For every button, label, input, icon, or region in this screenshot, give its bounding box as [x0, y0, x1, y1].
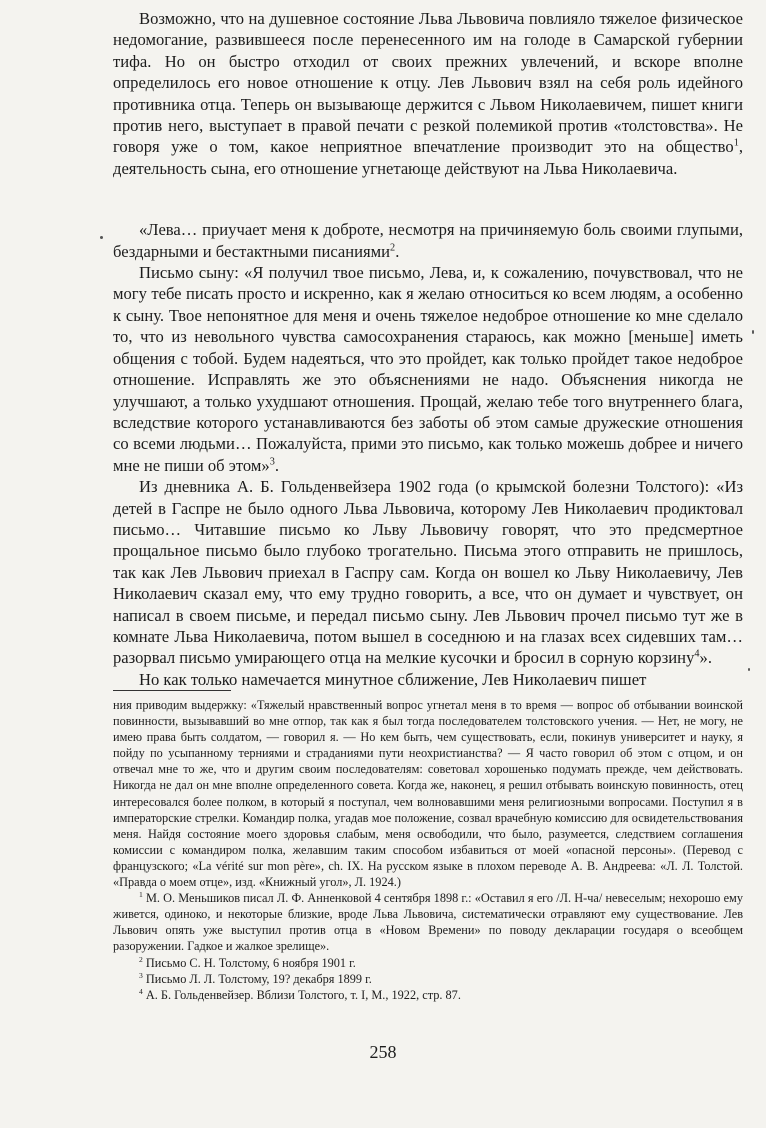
footnote-ref-1: 1 [733, 137, 739, 149]
scan-speck [100, 236, 103, 239]
scan-speck [748, 668, 750, 671]
page-number: 258 [369, 1042, 397, 1062]
main-text [113, 8, 743, 690]
paragraph-3-letter: Письмо сыну: «Я получил твое письмо, Лева, и, к сожалению, почувствовал, что не могу тебе писать просто и искренно, как я желаю относиться ко всем людям, а особенно к сыну. Твое непонятное для меня и очень тяжелое недоброе отношение ко мне сделало то, что из невольного чувства самосохранения стараюсь, как можно [меньше] иметь общения с тобой. Будем надеяться, что это пройдет, как только пройдет такое недоброе отношение. Исправлять же это объяснениями не надо. Объяснения никогда не улучшают, а только ухудшают отношения. Прощай, желаю тебе того внутреннего блага, вследствие которого устанавливаются без заботы об этом самые дружеские отношения со всеми людьми… Пожалуйста, прими это письмо, как только можешь добрее и ничего мне не пиши об этом»$^3$. [113, 263, 743, 475]
footnote-separator [113, 690, 231, 691]
footnote-3: $^3$ Письмо Л. Л. Толстому, 19? декабря 1899 г. [139, 970, 372, 986]
paragraph-4-diary: Из дневника А. Б. Гольденвейзера 1902 года (о крымской болезни Толстого): «Из детей в Гаспре не было одного Льва Львовича, которому Лев Николаевич продиктовал письмо… Читавшие письмо ко Льву Львовичу говорят, что это предсмертное прощальное письмо было глубоко трогательно. Письма этого отправить не пришлось, так как Лев Львович приехал в Гаспру сам. Когда он вошел ко Льву Николаевичу, Лев Николаевич сказал ему, что ему трудно говорить, а все, что он думает и чувствует, он написал в своем письме, и передал письмо сыну. Лев Львович прочел письмо тут же в комнате Льва Николаевича, потом вышел в соседнюю и на глазах всех сидевших там… разорвал письмо умирающего отца на мелкие кусочки и бросил в сорную корзину$^4$». [113, 477, 743, 668]
footnote-1: $^1$ М. О. Меньшиков писал Л. Ф. Анненковой 4 сентября 1898 г.: «Оставил я его /Л. Н-ча/ невеселым; нехорошо ему живется, одиноко, и некоторые близкие, вроде Льва Львовича, систематически отравляют ему существование. Лев Львович опять уже выступил против отца в «Новом Времени» по поводу декларации государя о всеобщем разоружении. Гадкое и жалкое зрелище». [113, 890, 743, 954]
footnote-ref-4: 4 [694, 648, 700, 660]
paragraph-2-quote: «Лева… приучает меня к доброте, несмотря на причиняемую боль своими глупыми, бездарными и бестактными писаниями$^2$. [113, 220, 743, 261]
footnotes [113, 697, 743, 1003]
scan-speck [752, 330, 754, 334]
footnote-ref-2: 2 [390, 242, 396, 254]
footnote-4: $^4$ А. Б. Гольденвейзер. Вблизи Толстого, т. I, М., 1922, стр. 87. [139, 986, 461, 1002]
paragraph-5: Но как только намечается минутное сближение, Лев Николаевич пишет [139, 669, 647, 689]
footnote-continuation: ния приводим выдержку: «Тяжелый нравственный вопрос угнетал меня в то время — вопрос об отбывании воинской повинности, вызывавший во мне отпор, так как я был тогда последователем толстовского учения. — Нет, не могу, не имею права быть солдатом, — говорил я. — Но кем быть, чем существовать, если, покинув университет и науку, я пойду по усыпанному терниями и страданиями пути неохристианства? — Я часто говорил об этом с отцом, и он отвечал мне то же, что и другим своим последователям: советовал хорошенько подумать прежде, чем действовать. Никогда не дал он мне вполне определенного совета. Когда же, наконец, я решил отбывать воинскую повинность, отец интересовался более полком, в который я поступал, чем волновавшими меня религиозными вопросами. Поступил я в императорские стрелки. Командир полка, угадав мое положение, созвал врачебную комиссию для освидетельствования меня. Найдя состояние моего здоровья слабым, меня освободили, что было, разумеется, следствием соглашения комиссии с командиром полка, желавшим таким способом избавиться от моей «опасной персоны». (Перевод с французского; «La vérité sur mon père», ch. IX. На русском языке в плохом переводе А. В. Андреева: «Л. Л. Толстой. «Правда о моем отце», изд. «Книжный угол», Л. 1924.) [113, 698, 743, 890]
footnote-2: $^2$ Письмо С. Н. Толстому, 6 ноября 1901 г. [139, 954, 356, 970]
footnote-ref-3: 3 [269, 456, 275, 468]
paragraph-1: Возможно, что на душевное состояние Льва Львовича повлияло тяжелое физическое недомогание, развившееся после перенесенного им на голоде в Самарской губернии тифа. Но он быстро отходил от своих прежних увлечений, и вскоре вполне определилось его новое отношение к отцу. Лев Львович взял на себя роль идейного противника отца. Теперь он вызывающе держится с Львом Николаевичем, пишет книги против него, выступает в правой печати с резкой полемикой против «толстовства». Не говоря уже о том, какое неприятное впечатление производит это на общество$^1$, деятельность сына, его отношение угнетающе действуют на Льва Николаевича. [113, 9, 743, 178]
